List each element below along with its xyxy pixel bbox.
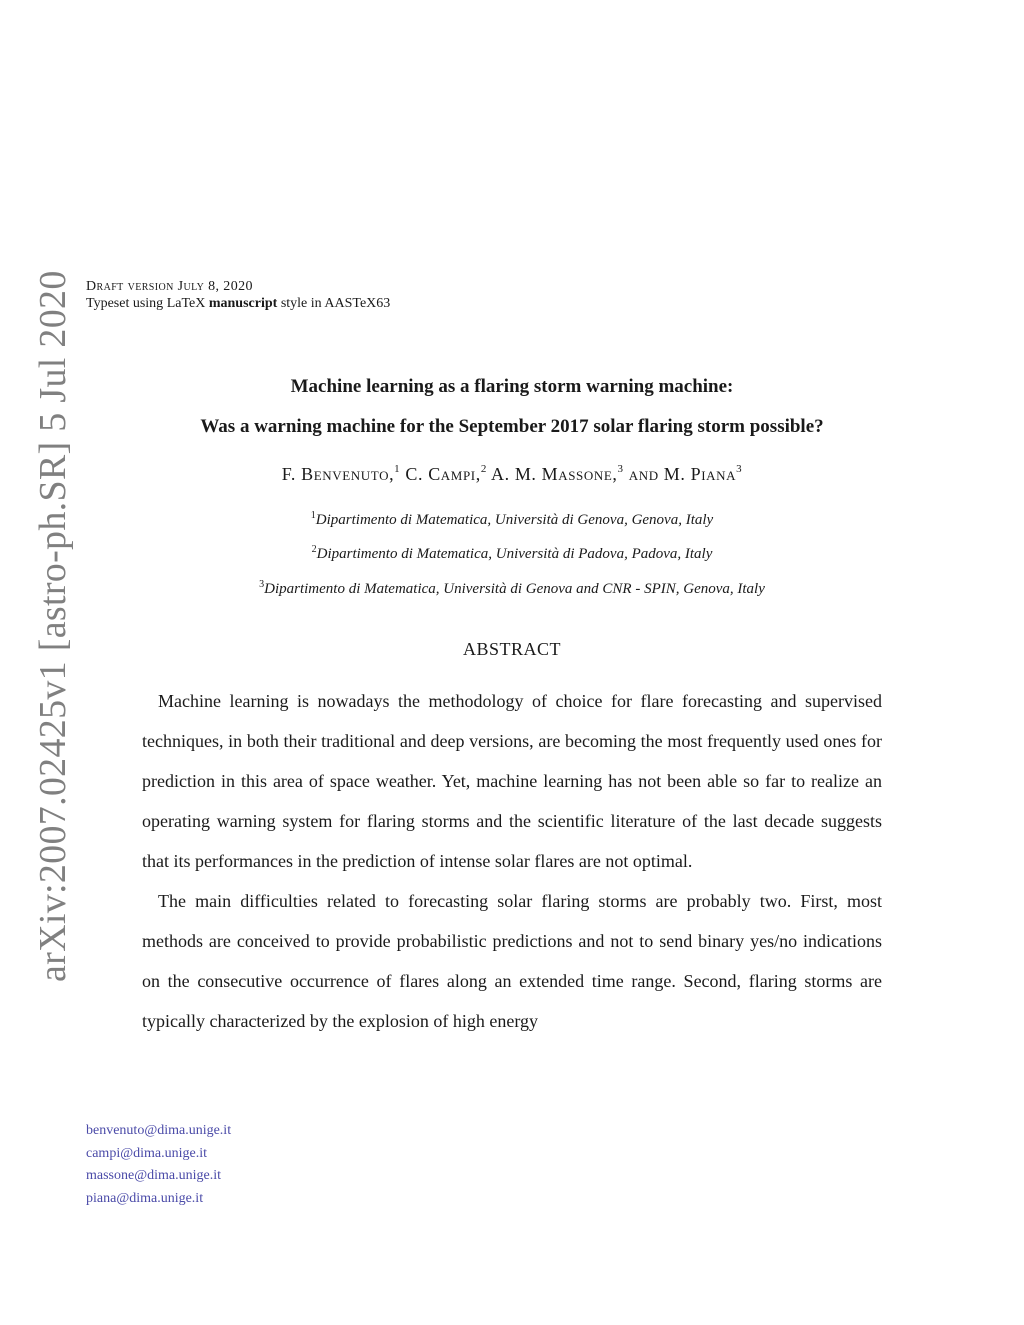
affiliation-text: Dipartimento di Matematica, Università di Padova, Padova, Italy xyxy=(316,546,713,562)
latex-logo: LaTeX xyxy=(166,296,206,311)
author-emails xyxy=(86,1120,231,1210)
author: A. M. Massone, xyxy=(491,464,618,484)
paper-title-line-1: Machine learning as a flaring storm warning machine: xyxy=(290,376,734,397)
affiliation xyxy=(100,512,924,529)
affiliation-mark: 2 xyxy=(311,544,317,555)
affiliation xyxy=(100,546,924,563)
typeset-suffix: style in AASTeX63 xyxy=(277,296,391,311)
author-affiliation-mark: 3 xyxy=(736,463,743,475)
email-link[interactable]: benvenuto@dima.unige.it xyxy=(86,1123,232,1138)
paper-title-line-2: Was a warning machine for the September 2017 solar flaring storm possible? xyxy=(200,416,824,437)
email-link[interactable]: piana@dima.unige.it xyxy=(86,1190,204,1206)
author-list xyxy=(100,464,924,485)
email-link[interactable]: massone@dima.unige.it xyxy=(86,1168,221,1183)
typeset-prefix: Typeset using xyxy=(86,296,167,311)
author: F. Benvenuto, xyxy=(281,464,395,484)
email-link[interactable]: campi@dima.unige.it xyxy=(86,1145,207,1161)
author: and M. Piana xyxy=(628,464,737,484)
arxiv-identifier-stamp: arXiv:2007.02425v1 [astro-ph.SR] 5 Jul 2020 xyxy=(32,270,74,982)
header-note xyxy=(86,278,390,312)
affiliation-mark: 3 xyxy=(259,579,265,590)
typeset-note xyxy=(86,295,390,312)
affiliation-text: Dipartimento di Matematica, Università di Genova and CNR - SPIN, Genova, Italy xyxy=(264,581,765,597)
abstract-paragraph: Machine learning is nowadays the methodology of choice for flare forecasting and supervised techniques, in both their traditional and deep versions, are becoming the most frequently used ones for prediction in this area of space weather. Yet, machine learning has not been able so far to realize an operating warning system for flaring storms and the scientific literature of the last decade suggests that its performances in the prediction of intense solar flares are not optimal. xyxy=(142,691,882,871)
affiliation xyxy=(100,581,924,598)
affiliation-text: Dipartimento di Matematica, Università di Genova, Genova, Italy xyxy=(315,512,714,528)
abstract-paragraph: The main difficulties related to forecasting solar flaring storms are probably two. First, most methods are conceived to provide probabilistic predictions and not to send binary yes/no indications on the consecutive occurrence of flares along an extended time range. Second, flaring storms are typically characterized by the explosion of high energy xyxy=(142,891,882,1031)
affiliation-mark: 1 xyxy=(310,510,316,521)
abstract-heading: ABSTRACT xyxy=(462,639,562,659)
abstract-body xyxy=(142,681,882,1041)
draft-version: Draft version July 8, 2020 xyxy=(86,279,253,294)
author-affiliation-mark: 3 xyxy=(617,463,624,475)
author: C. Campi, xyxy=(405,464,481,484)
typeset-style: manuscript xyxy=(208,296,278,311)
author-affiliation-mark: 2 xyxy=(480,463,487,475)
author-affiliation-mark: 1 xyxy=(394,463,401,475)
